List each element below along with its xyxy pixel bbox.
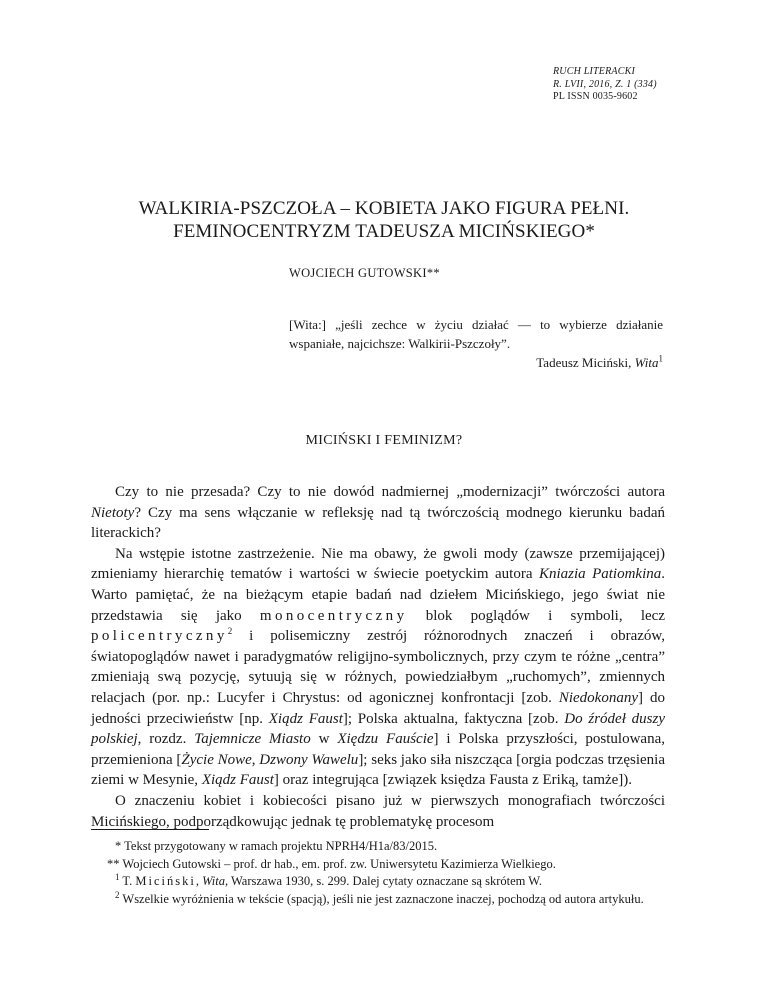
text-run: blok poglądów i symboli, lecz [407, 607, 665, 624]
footnotes [91, 838, 665, 908]
section-heading: MICIŃSKI I FEMINIZM? [305, 433, 463, 448]
text-run: Na wstępie istotne zastrzeżenie. Nie ma obawy, że gwoli mody (zawsze przemijającej) zmieniamy hierarchię tematów i wartości w świecie poetyckim autora [91, 545, 665, 583]
epigraph-source-title: Wita [634, 355, 659, 370]
text-run: i polisemiczny zestrój różnorodnych znaczeń i obrazów, światopoglądów nawet i paradygmatów religijno-symbolicznych, przy czym te różne „centra” zmieniają swą pozycję, sytuują się w różnych, powiedziałbym „ruchomych”, zmiennych relacjach (por. np.: Lucyfer i Chrystus: od agonicznej konfrontacji [zob. [91, 628, 665, 706]
footnote-mark: 1 [115, 871, 120, 882]
text-run: ]; seks jako siła niszcząca [orgia podczas trzęsienia ziemi w Mesynie, [91, 751, 665, 789]
footnote-mark: 2 [115, 889, 120, 900]
italic-title: Xiędzu Fauście [337, 731, 434, 748]
paragraph-1 [91, 482, 665, 544]
paragraph-2 [91, 544, 665, 791]
journal-issn: PL ISSN 0035-9602 [553, 91, 638, 102]
text-run: Czy to nie przesada? Czy to nie dowód nadmiernej „modernizacji” twórczości autora [115, 484, 665, 500]
footnote-spaced-author: Miciński [135, 874, 196, 888]
epigraph [289, 315, 663, 372]
epigraph-source [289, 353, 663, 372]
text-run: ? Czy ma sens włączanie w refleksję nad tą twórczością modnego kierunku badań literackich? [91, 504, 665, 542]
italic-title: Xiądz Faust [268, 710, 343, 727]
footnote-mark: ** [107, 856, 123, 871]
italic-title: Życie Nowe [181, 751, 252, 768]
article-title-line-2: FEMINOCENTRYZM TADEUSZA MICIŃSKIEGO* [173, 221, 595, 242]
footnote-text: Wojciech Gutowski – prof. dr hab., em. prof. zw. Uniwersytetu Kazimierza Wielkiego. [122, 856, 556, 871]
italic-title: Dzwony Wawelu [259, 751, 359, 768]
footnote-text: Tekst przygotowany w ramach projektu NPRH4/H1a/83/2015. [124, 839, 438, 853]
italic-title: Kniazia Patiomkina [538, 566, 662, 583]
paragraph-3: O znaczeniu kobiet i kobiecości pisano już w pierwszych monografiach twórczości Micińskiego, podporządkowując jednak tę problematykę procesom [91, 792, 665, 830]
footnote-italic-title: Wita [202, 874, 225, 888]
text-run: ] do jedności przeciwieństw [np. [91, 689, 665, 727]
footnote-text: Wszelkie wyróżnienia w tekście (spacją), jeśli nie jest zaznaczone inaczej, pochodzą od autora artykułu. [119, 891, 644, 906]
footnote-4 [91, 891, 665, 909]
italic-title: Do źródeł duszy polskiej [91, 710, 665, 748]
epigraph-text: [Wita:] „jeśli zechce w życiu działać — to wybierze działanie wspaniałe, najcichsze: Walkirii-Pszczoły”. [289, 317, 663, 351]
epigraph-source-author: Tadeusz Miciński, [536, 355, 635, 370]
journal-name: RUCH LITERACKI [553, 66, 635, 77]
footnote-text: T. [119, 874, 136, 888]
footnote-2 [91, 856, 665, 874]
italic-title: Tajemnicze Miasto [194, 731, 311, 748]
italic-title: Xiądz Faust [201, 772, 274, 789]
italic-title: Niedokonany [558, 689, 638, 706]
epigraph-footnote-ref: 1 [658, 353, 663, 364]
text-run: . Warto pamiętać, że na bieżącym etapie badań nad dziełem Micińskiego, jego świat nie przedstawia się jako [91, 566, 665, 624]
spaced-emphasis: monocentryczny [259, 607, 408, 624]
footnote-1 [91, 838, 665, 856]
footnote-3 [91, 873, 665, 891]
article-title [0, 197, 768, 243]
text-run: ] i Polska przyszłości, postulowana, przemieniona [ [91, 731, 665, 768]
article-title-line-1: WALKIRIA-PSZCZOŁA – KOBIETA JAKO FIGURA PEŁNI. [138, 198, 630, 219]
article-author: WOJCIECH GUTOWSKI** [289, 266, 440, 280]
footnote-divider [91, 829, 209, 830]
text-run: , [251, 751, 260, 768]
body-text [91, 482, 665, 832]
footnote-text: , Warszawa 1930, s. 299. Dalej cytaty oznaczane są skrótem W. [224, 874, 543, 888]
footnote-mark: * [115, 839, 125, 853]
text-run: ]; Polska aktualna, faktyczna [zob. [342, 710, 565, 727]
italic-title: Nietoty [91, 504, 135, 521]
footnote-text: , [195, 874, 203, 888]
text-run: w [310, 731, 338, 748]
footnote-ref: 2 [227, 626, 233, 637]
spaced-emphasis: policentryczny [91, 628, 228, 645]
text-run: ] oraz integrująca [związek księdza Fausta z Eriką, tamże]). [273, 772, 633, 789]
journal-header [553, 66, 657, 104]
text-run: , rozdz. [137, 731, 195, 748]
journal-volume: R. LVII, 2016, Z. 1 (334) [553, 78, 657, 90]
